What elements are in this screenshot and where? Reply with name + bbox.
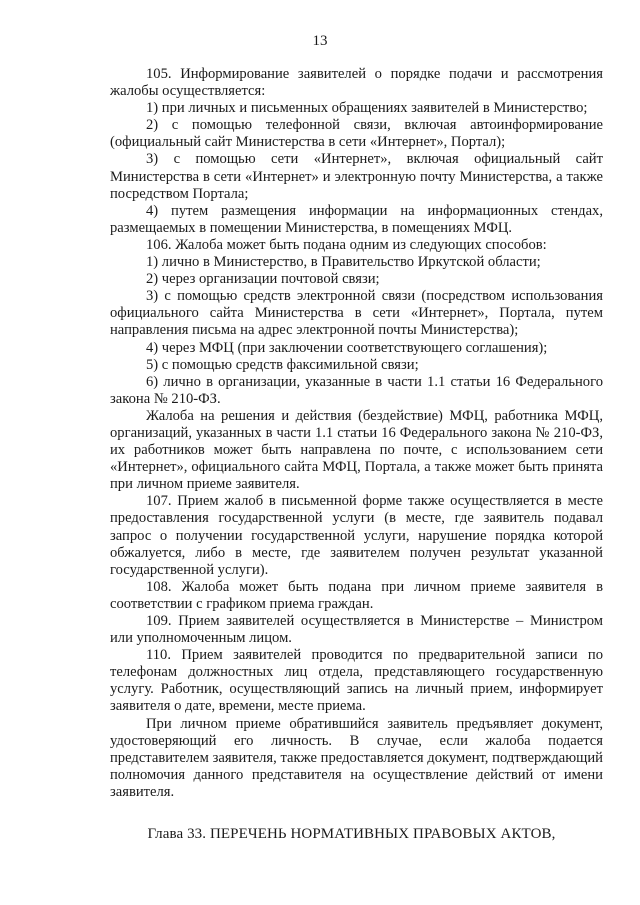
paragraph-105: 105. Информирование заявителей о порядке подачи и рассмотрения жалобы осуществляется: [110, 66, 603, 100]
document-body [110, 66, 603, 801]
page-number: 13 [312, 33, 328, 49]
paragraph-105-item-2: 2) с помощью телефонной связи, включая автоинформирование (официальный сайт Министерства в сети «Интернет», Портал); [110, 117, 603, 151]
chapter-heading: Глава 33. ПЕРЕЧЕНЬ НОРМАТИВНЫХ ПРАВОВЫХ АКТОВ, [147, 826, 556, 842]
paragraph-106: 106. Жалоба может быть подана одним из следующих способов: [146, 236, 547, 253]
paragraph-106-item-5: 5) с помощью средств факсимильной связи; [146, 356, 419, 373]
paragraph-personal-reception: При личном приеме обратившийся заявитель предъявляет документ, удостоверяющий его личность. В случае, если жалоба подается представителем заявителя, также предоставляется документ, подтверждающий полномочия данного представителя на осуществление действий от имени заявителя. [110, 715, 603, 800]
paragraph-106-item-4: 4) через МФЦ (при заключении соответствующего соглашения); [146, 339, 548, 356]
paragraph-105-item-3: 3) с помощью сети «Интернет», включая официальный сайт Министерства в сети «Интернет» и электронную почту Министерства, а также посредством Портала; [110, 151, 603, 202]
paragraph-mfc-complaint: Жалоба на решения и действия (бездействие) МФЦ, работника МФЦ, организаций, указанных в части 1.1 статьи 16 Федерального закона № 210-ФЗ, их работников может быть направлена по почте, с использованием сети «Интернет», официального сайта МФЦ, Портала, а также может быть принята при личном приеме заявителя. [110, 407, 603, 493]
paragraph-109: 109. Прием заявителей осуществляется в Министерстве – Министром или уполномоченным лицом. [110, 613, 603, 647]
paragraph-110: 110. Прием заявителей проводится по предварительной записи по телефонам должностных лиц отдела, представляющего государственную услугу. Работник, осуществляющий запись на личный прием, информирует заявителя о дате, времени, месте приема. [110, 647, 603, 715]
paragraph-106-item-2: 2) через организации почтовой связи; [146, 271, 380, 288]
paragraph-106-item-6: 6) лично в организации, указанные в части 1.1 статьи 16 Федерального закона № 210-ФЗ. [110, 373, 603, 407]
paragraph-105-item-4: 4) путем размещения информации на информационных стендах, размещаемых в помещении Министерства, в помещениях МФЦ. [110, 202, 603, 236]
paragraph-106-item-1: 1) лично в Министерство, в Правительство Иркутской области; [146, 254, 541, 271]
paragraph-105-item-1: 1) при личных и письменных обращениях заявителей в Министерство; [146, 100, 588, 117]
paragraph-107: 107. Прием жалоб в письменной форме также осуществляется в месте предоставления государственной услуги (в месте, где заявитель подавал запрос о получении государственной услуги, нарушение порядка которой обжалуется, либо в месте, где заявителем получен результат указанной государственной услуги). [110, 493, 603, 578]
paragraph-106-item-3: 3) с помощью средств электронной связи (посредством использования официального сайта Министерства в сети «Интернет», Портала, путем направления письма на адрес электронной почты Министерства); [110, 288, 603, 339]
paragraph-108: 108. Жалоба может быть подана при личном приеме заявителя в соответствии с графиком приема граждан. [110, 578, 603, 612]
